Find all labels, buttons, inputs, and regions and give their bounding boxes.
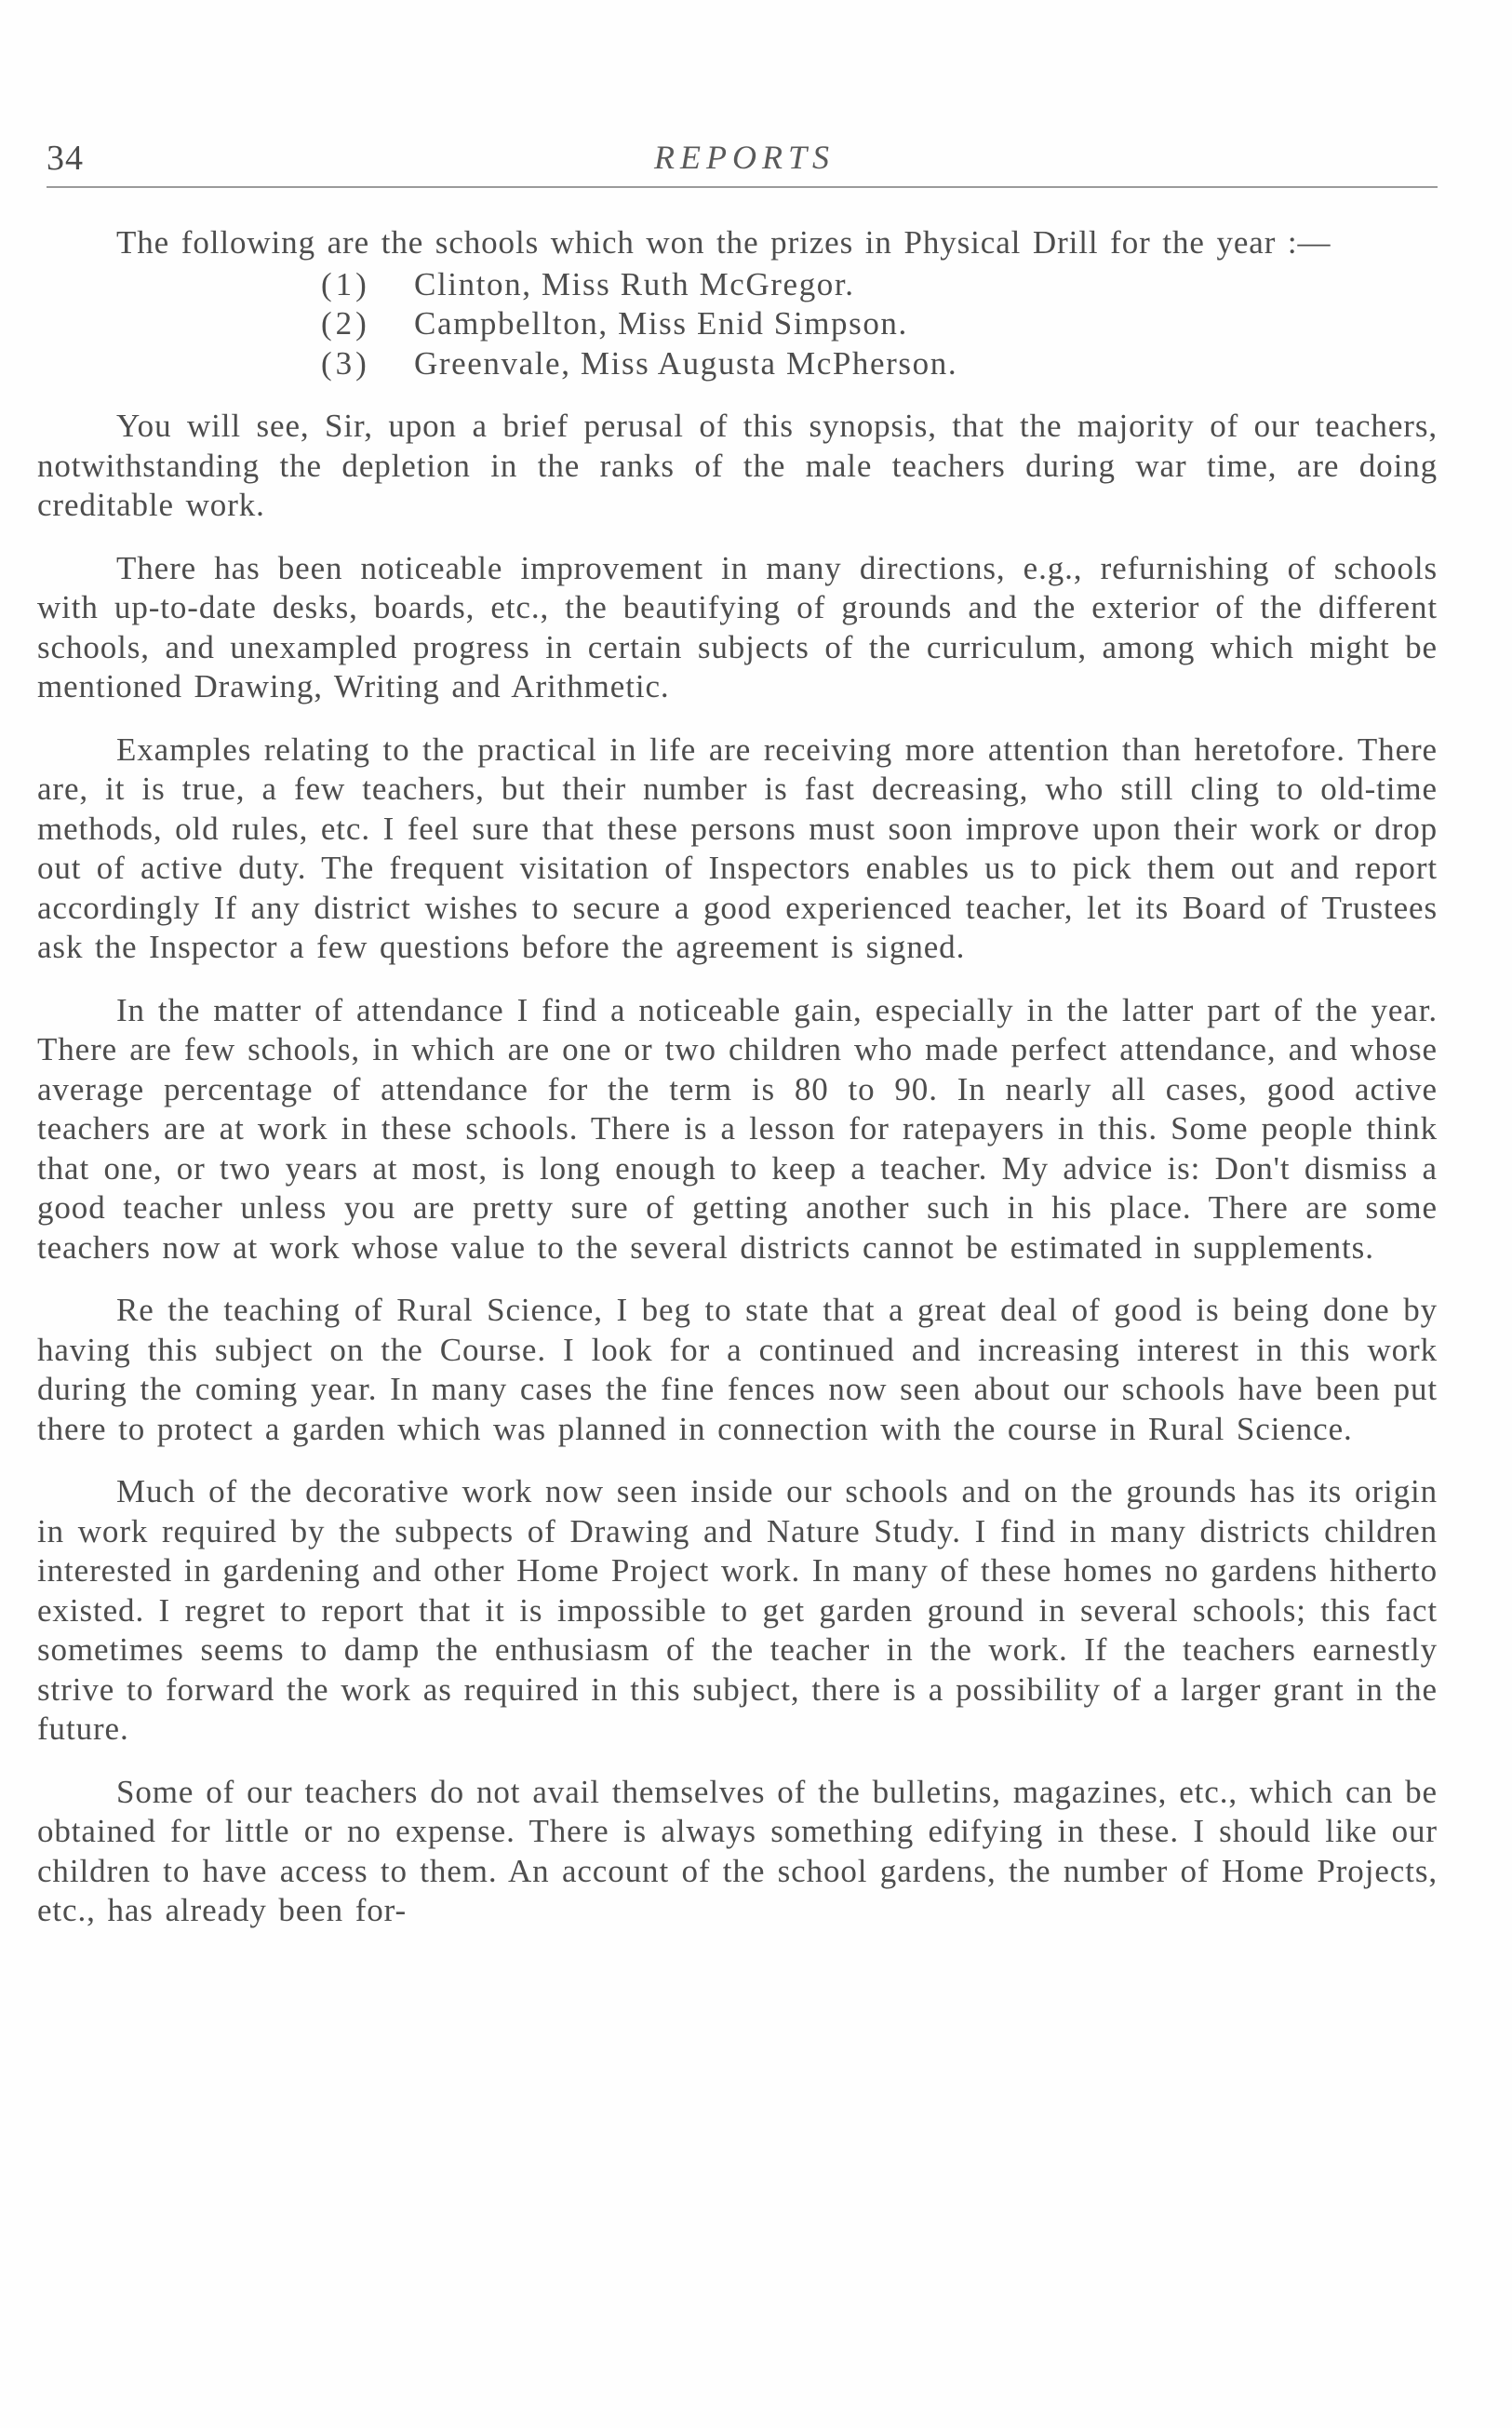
paragraph-rural-science: Re the teaching of Rural Science, I beg to state that a great deal of good is being done by having this subject on the Course. I look for a continued and increasing interest in this work during the coming year. In many cases the fine fences now seen about our schools have been put there to protect a garden which was planned in connection with the course in Rural Science. [37,1292,1438,1447]
prize-item [321,344,1438,384]
prize-winner: Greenvale, Miss Augusta McPherson. [414,344,958,382]
prize-winner: Campbellton, Miss Enid Simpson. [414,305,908,342]
prize-item [321,265,1438,305]
paragraph-bulletins: Some of our teachers do not avail themselves of the bulletins, magazines, etc., which can be obtained for little or no expense. There is always something edifying in these. I should like our children to have access to them. An account of the school gardens, the number of Home Projects, etc., has already been for- [37,1773,1438,1928]
paragraph-decorative-work: Much of the decorative work now seen inside our schools and on the grounds has its origin in work required by the subpects of Drawing and Nature Study. I find in many districts children interested in gardening and other Home Project work. In many of these homes no gardens hitherto existed. I regret to report that it is impossible to get garden ground in several schools; this fact sometimes seems to damp the enthusiasm of the teacher in the work. If the teachers earnestly strive to forward the work as required in this subject, there is a possibility of a larger grant in the future. [37,1473,1438,1747]
report-body [37,223,1438,1954]
paragraph-improvement: There has been noticeable improvement in many directions, e.g., refurnishing of schools with up-to-date desks, boards, etc., the beautifying of grounds and the exterior of the different schools, and unexampled progress in certain subjects of the curriculum, among which might be mentioned Drawing, Writing and Arithmetic. [37,549,1438,704]
paragraph-attendance: In the matter of attendance I find a noticeable gain, especially in the latter part of the year. There are few schools, in which are one or two children who made perfect attendance, and whose average percentage of attendance for the term is 80 to 90. In nearly all cases, good active teachers are at work in these schools. There is a lesson for ratepayers in this. Some people think that one, or two years at most, is long enough to keep a teacher. My advice is: Don't dismiss a good teacher unless you are pretty sure of getting another such in his place. There are some teachers now at work whose value to the several districts cannot be estimated in supplements. [37,991,1438,1266]
prize-list [37,265,1438,384]
prize-number: (2) [321,305,370,342]
intro-paragraph: The following are the schools which won the prizes in Physical Drill for the year :— [116,224,1331,261]
header-rule [47,186,1438,188]
paragraph-practical-examples: Examples relating to the practical in life are receiving more attention than heretofore. There are, it is true, a few teachers, but their number is fast decreasing, who still cling to old-time methods, old rules, etc. I feel sure that these persons must soon improve upon their work or drop out of active duty. The frequent visitation of Inspectors enables us to pick them out and report accordingly If any district wishes to secure a good experienced teacher, let its Board of Trustees ask the Inspector a few questions before the agreement is signed. [37,731,1438,965]
prize-number: (1) [321,265,370,302]
running-title: REPORTS [654,139,835,176]
prize-winner: Clinton, Miss Ruth McGregor. [414,265,855,302]
prize-number: (3) [321,344,370,382]
paragraph-synopsis: You will see, Sir, upon a brief perusal of this synopsis, that the majority of our teachers, notwithstanding the depletion in the ranks of the male teachers during war time, are doing creditable work. [37,408,1438,523]
prize-item [321,304,1438,344]
page-number: 34 [47,139,84,178]
running-head [47,128,1442,184]
